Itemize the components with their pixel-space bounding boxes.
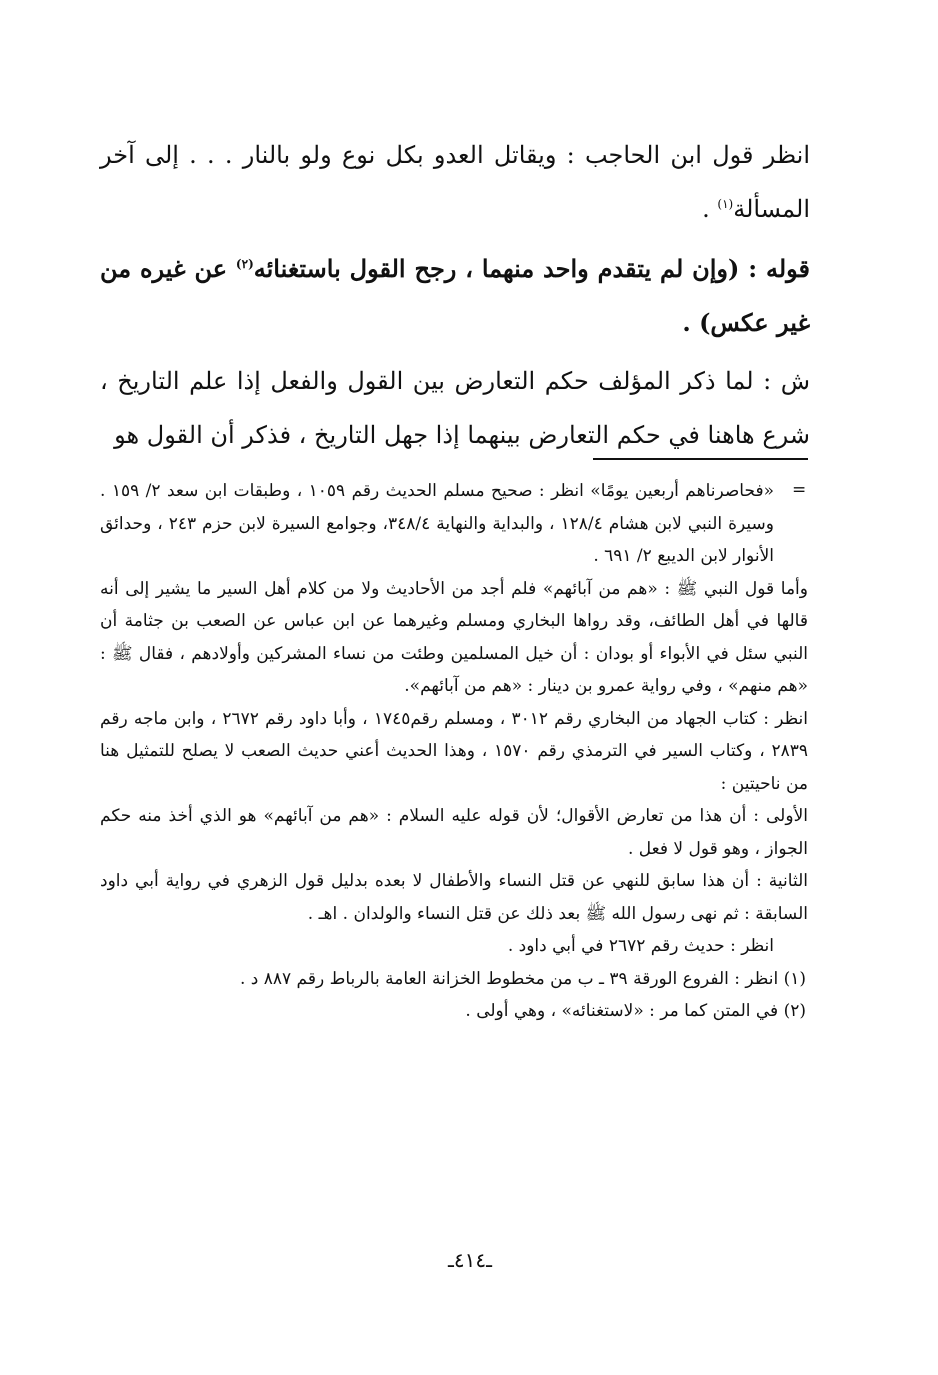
footnote-1: (١) انظر : الفروع الورقة ٣٩ ـ ب من مخطوط الخزانة العامة بالرباط رقم ٨٨٧ د . xyxy=(239,968,806,989)
main-text xyxy=(100,128,810,462)
footnote-line: انظر : كتاب الجهاد من البخاري رقم ٣٠١٢ ، ومسلم رقم١٧٤٥ ، وأبا داود رقم ٢٦٧٢ ، وابن ماجه رقم ٢٨٣٩ ، وكتاب السير في الترمذي رقم ١٥٧٠ ، وهذا الحديث أعني حديث الصعب لا يصلح للتمثيل هنا من ناحيتين : xyxy=(100,708,809,794)
main-paragraph-2: قوله : (وإن لم يتقدم واحد منهما ، رجح القول باستغنائه$^{(٢)}$ عن غيره من غير عكس) . xyxy=(100,254,811,337)
page-number: ـ٤١٤ـ xyxy=(448,1248,492,1272)
continuation-mark: = xyxy=(792,480,807,500)
footnotes xyxy=(100,475,808,1028)
footnote-line: «فحاصرناهم أربعين يومًا» انظر : صحيح مسلم الحديث رقم ١٠٥٩ ، وطبقات ابن سعد ٢/ ١٥٩ . وسيرة النبي لابن هشام ١٢٨/٤ ، والبداية والنهاية ٣٤٨/٤، وجوامع السيرة لابن حزم ٢٤٣ ، وحدائق الأنوار لابن الديبع ٢/ ٦٩١ . xyxy=(100,481,774,566)
main-paragraph-3: ش : لما ذكر المؤلف حكم التعارض بين القول والفعل إذا علم التاريخ ، شرع هاهنا في حكم التعارض بينهما إذا جهل التاريخ ، فذكر أن القول هو xyxy=(100,367,810,449)
footnote-line: انظر : حديث رقم ٢٦٧٢ في أبي داود . xyxy=(507,936,774,956)
footnote-2: (٢) في المتن كما مر : «لاستغنائه» ، وهي أولى . xyxy=(465,1001,806,1021)
footnote-line: الثانية : أن هذا سابق للنهي عن قتل النساء والأطفال لا بعده بدليل قول الزهري في رواية أبي داود السابقة : ثم نهى رسول الله ﷺ بعد ذلك عن قتل النساء والولدان . اهـ . xyxy=(100,871,808,924)
footnote-ref-1: (١) xyxy=(717,197,734,211)
footnote-line: الأولى : أن هذا من تعارض الأقوال؛ لأن قوله عليه السلام : «هم من آبائهم» هو الذي أخذ منه حكم الجواز ، وهو قول لا فعل . xyxy=(100,806,808,859)
main-paragraph-1: انظر قول ابن الحاجب : ويقاتل العدو بكل نوع ولو بالنار . . . إلى آخر المسألة$^{(١)}$ . xyxy=(100,141,811,223)
footnote-separator xyxy=(593,458,808,460)
footnote-line: وأما قول النبي ﷺ : «هم من آبائهم» فلم أجد من الأحاديث ولا من كلام أهل السير ما يشير إلى أنه قالها في أهل الطائف، وقد رواها البخاري ومسلم وغيرهما عن ابن عباس عن الصعب بن جثامة أن النبي سئل في الأبواء أو بودان : أن خيل المسلمين وطئت من نساء المشركين وأولادهم ، فقال ﷺ : «هم منهم» ، وفي رواية عمرو بن دينار : «هم من آبائهم». xyxy=(100,578,808,696)
footnote-ref-2: (٢) xyxy=(235,257,254,271)
